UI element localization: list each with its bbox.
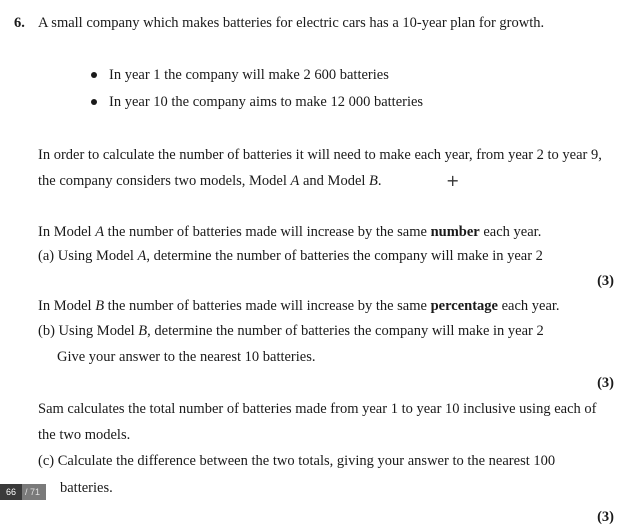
sam-line-1: Sam calculates the total number of batteries made from year 1 to year 10 inclusive using each of — [38, 401, 597, 417]
bullet-item-year10: In year 10 the company aims to make 12 000 batteries — [109, 94, 424, 110]
part-b-note: Give your answer to the nearest 10 batteries. — [57, 349, 316, 365]
model-a-description — [38, 223, 541, 241]
part-b-marks: (3) — [597, 375, 614, 391]
bullet-item-year1: In year 1 the company will make 2 600 batteries — [109, 67, 389, 83]
text: In Model — [38, 224, 96, 240]
context-line-2 — [38, 172, 382, 190]
model-b-label: B — [95, 298, 105, 314]
text: (b) Using Model — [38, 323, 139, 339]
model-b-label: B — [369, 173, 378, 189]
text: the number of batteries made will increase by the same — [104, 224, 431, 240]
question-intro: A small company which makes batteries for electric cars has a 10-year plan for growth. — [38, 15, 545, 31]
part-c-line-2: batteries. — [60, 480, 113, 496]
text: each year. — [497, 298, 560, 314]
model-a-label: A — [290, 173, 300, 189]
text: , determine the number of batteries the company will make in year 2 — [147, 323, 544, 339]
context-text: the company considers two models, Model — [38, 173, 291, 189]
context-text: . — [377, 173, 382, 189]
bullet-icon — [91, 99, 97, 105]
model-b-description — [38, 297, 560, 315]
text: each year. — [479, 224, 542, 240]
part-b-question — [38, 322, 544, 340]
text: In Model — [38, 298, 96, 314]
question-number: 6. — [14, 15, 25, 31]
text: , determine the number of batteries the company will make in year 2 — [146, 248, 543, 264]
part-c-marks: (3) — [597, 509, 614, 525]
page-total: / 71 — [22, 484, 46, 500]
text: the number of batteries made will increase by the same — [104, 298, 431, 314]
part-c-line-1: (c) Calculate the difference between the two totals, giving your answer to the nearest 100 — [38, 453, 556, 469]
context-line-1: In order to calculate the number of batteries it will need to make each year, from year 2 to year 9, — [38, 147, 602, 163]
mouse-cursor-icon: + — [446, 171, 460, 190]
emphasis-number: number — [430, 224, 480, 240]
part-a-question — [38, 247, 543, 265]
page-indicator[interactable] — [0, 484, 46, 500]
model-a-label: A — [95, 224, 105, 240]
page-current: 66 — [0, 484, 22, 500]
model-a-label: A — [137, 248, 147, 264]
bullet-icon — [91, 72, 97, 78]
sam-line-2: the two models. — [38, 427, 131, 443]
model-b-label: B — [138, 323, 148, 339]
text: (a) Using Model — [38, 248, 138, 264]
part-a-marks: (3) — [597, 273, 614, 289]
emphasis-percentage: percentage — [430, 298, 498, 314]
context-text: and Model — [299, 173, 370, 189]
